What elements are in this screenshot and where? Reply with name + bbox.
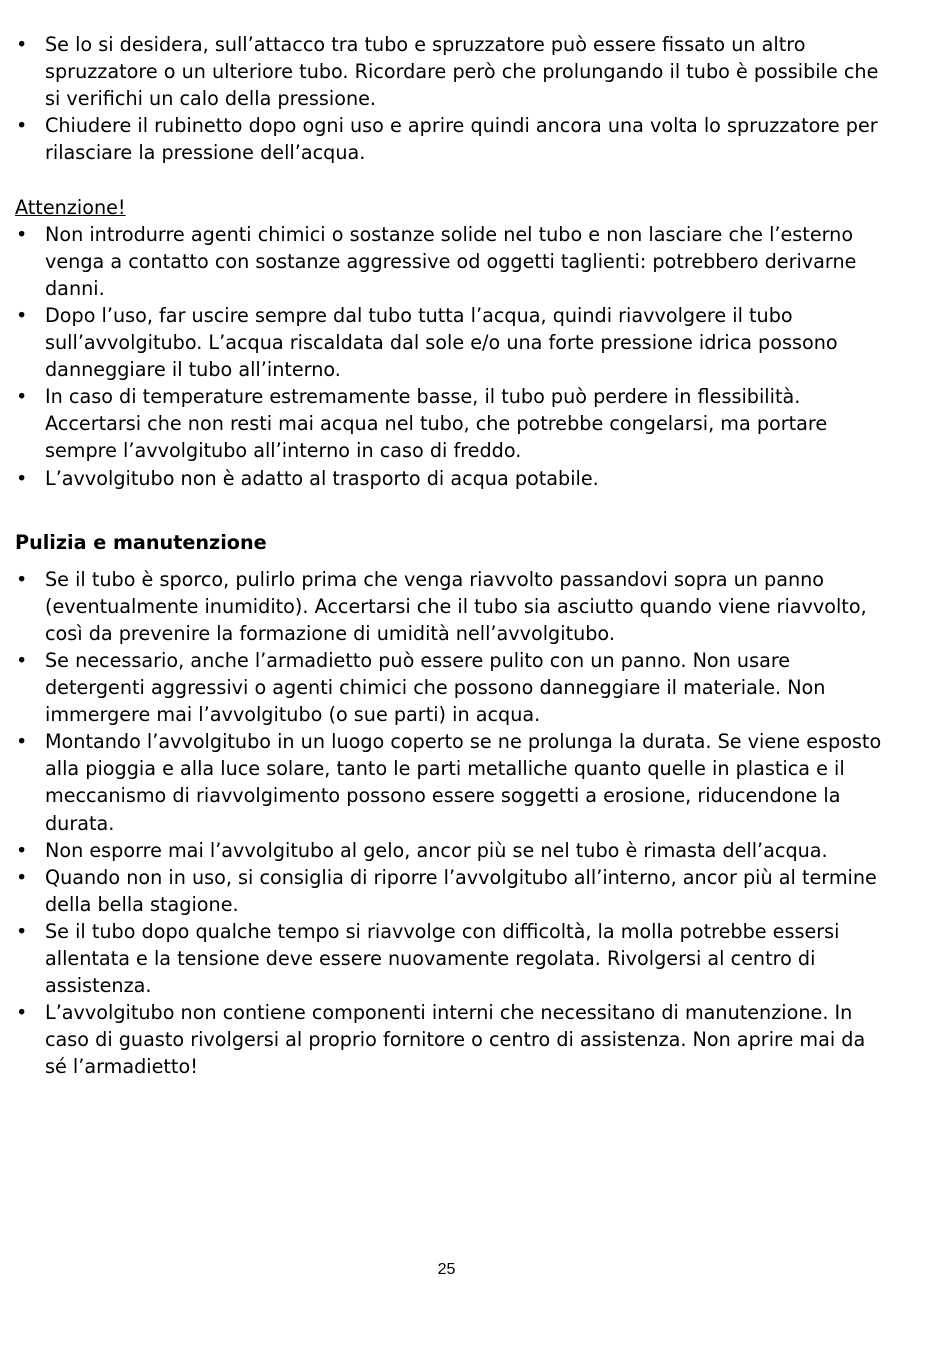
page-number: 25 [437, 1261, 456, 1278]
list-item: • Dopo l’uso, far uscire sempre dal tubo tutta l’acqua, quindi riavvolgere il tubo sull’avvolgitubo. L’acqua riscaldata dal sole e/o una forte pressione idrica possono danneggiare il tubo all’interno. [15, 302, 885, 383]
warning-heading: Attenzione! [15, 195, 126, 219]
section-heading-cleaning: Pulizia e manutenzione [15, 530, 267, 554]
list-item: • Se il tubo è sporco, pulirlo prima che venga riavvolto passandovi sopra un panno (eventualmente inumidito). Accertarsi che il tubo sia asciutto quando viene riavvolto, così da prevenire la formazione di umidità nell’avvolgitubo. [15, 566, 885, 647]
intro-list [15, 31, 885, 166]
list-item: • L’avvolgitubo non è adatto al trasporto di acqua potabile. [15, 465, 885, 492]
list-item: • Montando l’avvolgitubo in un luogo coperto se ne prolunga la durata. Se viene esposto alla pioggia e alla luce solare, tanto le parti metalliche quanto quelle in plastica e il meccanismo di riavvolgimento possono essere soggetti a erosione, riducendone la durata. [15, 728, 885, 836]
document-page [15, 31, 885, 1080]
list-item: • Se il tubo dopo qualche tempo si riavvolge con difficoltà, la molla potrebbe essersi allentata e la tensione deve essere nuovamente regolata. Rivolgersi al centro di assistenza. [15, 918, 885, 999]
list-item: • Non esporre mai l’avvolgitubo al gelo, ancor più se nel tubo è rimasta dell’acqua. [15, 837, 885, 864]
list-item: • Se necessario, anche l’armadietto può essere pulito con un panno. Non usare detergenti aggressivi o agenti chimici che possono danneggiare il materiale. Non immergere mai l’avvolgitubo (o sue parti) in acqua. [15, 647, 885, 728]
list-item: • Se lo si desidera, sull’attacco tra tubo e spruzzatore può essere fissato un altro spruzzatore o un ulteriore tubo. Ricordare però che prolungando il tubo è possibile che si verifichi un calo della pressione. [15, 31, 885, 112]
warning-list [15, 221, 885, 492]
list-item: • Quando non in uso, si consiglia di riporre l’avvolgitubo all’interno, ancor più al termine della bella stagione. [15, 864, 885, 918]
list-item: • In caso di temperature estremamente basse, il tubo può perdere in flessibilità. Accertarsi che non resti mai acqua nel tubo, che potrebbe congelarsi, ma portare sempre l’avvolgitubo all’interno in caso di freddo. [15, 383, 885, 464]
cleaning-list [15, 566, 885, 1081]
list-item: • L’avvolgitubo non contiene componenti interni che necessitano di manutenzione. In caso di guasto rivolgersi al proprio fornitore o centro di assistenza. Non aprire mai da sé l’armadietto! [15, 999, 885, 1080]
list-item: • Chiudere il rubinetto dopo ogni uso e aprire quindi ancora una volta lo spruzzatore per rilasciare la pressione dell’acqua. [15, 112, 885, 166]
list-item: • Non introdurre agenti chimici o sostanze solide nel tubo e non lasciare che l’esterno venga a contatto con sostanze aggressive od oggetti taglienti: potrebbero derivarne danni. [15, 221, 885, 302]
